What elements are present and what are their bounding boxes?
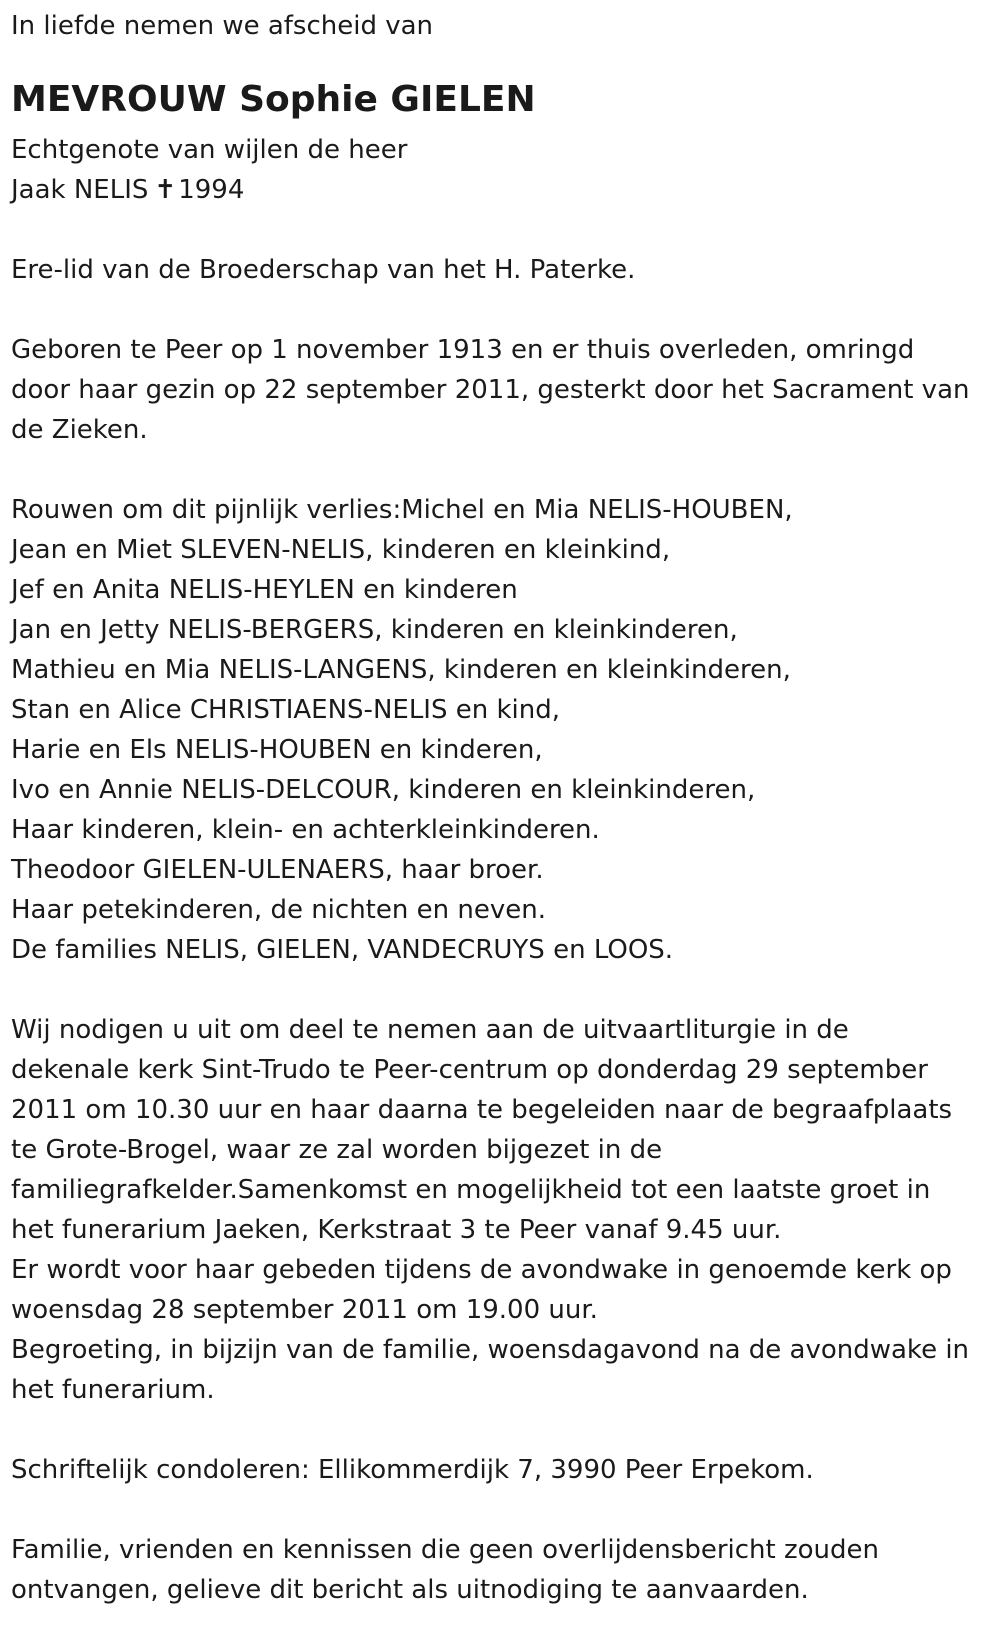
mourner-line: Jef en Anita NELIS-HEYLEN en kinderen <box>11 575 518 605</box>
paragraph-line: dekenale kerk Sint-Trudo te Peer-centrum op donderdag 29 september <box>11 1055 928 1085</box>
closing-note <box>11 1530 1000 1610</box>
mourner-line: Jan en Jetty NELIS-BERGERS, kinderen en kleinkinderen, <box>11 615 738 645</box>
paragraph-line: Familie, vrienden en kennissen die geen overlijdensbericht zouden <box>11 1535 879 1565</box>
intro-text: In liefde nemen we afscheid van <box>11 11 434 41</box>
paragraph-line: Geboren te Peer op 1 november 1913 en er thuis overleden, omringd <box>11 335 915 365</box>
spouse-name-line <box>11 170 1000 210</box>
spouse-line: Echtgenote van wijlen de heer <box>11 135 408 165</box>
honorary-membership: Ere-lid van de Broederschap van het H. Paterke. <box>11 255 636 285</box>
mourner-line: De families NELIS, GIELEN, VANDECRUYS en LOOS. <box>11 935 674 965</box>
mourner-line: Theodoor GIELEN-ULENAERS, haar broer. <box>11 855 544 885</box>
paragraph-line: door haar gezin op 22 september 2011, gesterkt door het Sacrament van <box>11 375 970 405</box>
paragraph-line: Wij nodigen u uit om deel te nemen aan de uitvaartliturgie in de <box>11 1015 849 1045</box>
cross-icon: ✝ <box>154 175 177 205</box>
mourners-list <box>11 490 1000 970</box>
deceased-name: MEVROUW Sophie GIELEN <box>11 79 536 120</box>
mourner-line: Haar petekinderen, de nichten en neven. <box>11 895 546 925</box>
paragraph-line: Begroeting, in bijzijn van de familie, woensdagavond na de avondwake in <box>11 1335 970 1365</box>
mourner-line: Stan en Alice CHRISTIAENS-NELIS en kind, <box>11 695 561 725</box>
paragraph-line: familiegrafkelder.Samenkomst en mogelijkheid tot een laatste groet in <box>11 1175 931 1205</box>
paragraph-line: het funerarium Jaeken, Kerkstraat 3 te Peer vanaf 9.45 uur. <box>11 1215 782 1245</box>
condolence-address: Schriftelijk condoleren: Ellikommerdijk 7, 3990 Peer Erpekom. <box>11 1455 814 1485</box>
mourner-line: Ivo en Annie NELIS-DELCOUR, kinderen en kleinkinderen, <box>11 775 756 805</box>
paragraph-line: de Zieken. <box>11 415 148 445</box>
mourner-line: Haar kinderen, klein- en achterkleinkinderen. <box>11 815 600 845</box>
spouse-death-year: 1994 <box>178 175 245 205</box>
paragraph-line: het funerarium. <box>11 1375 215 1405</box>
paragraph-line: ontvangen, gelieve dit bericht als uitnodiging te aanvaarden. <box>11 1575 809 1605</box>
mourner-line: Harie en Els NELIS-HOUBEN en kinderen, <box>11 735 543 765</box>
paragraph-line: Er wordt voor haar gebeden tijdens de avondwake in genoemde kerk op <box>11 1255 952 1285</box>
mourner-line: Rouwen om dit pijnlijk verlies:Michel en Mia NELIS-HOUBEN, <box>11 495 793 525</box>
mourner-line: Jean en Miet SLEVEN-NELIS, kinderen en kleinkind, <box>11 535 671 565</box>
funeral-invitation <box>11 1010 1000 1410</box>
paragraph-line: woensdag 28 september 2011 om 19.00 uur. <box>11 1295 598 1325</box>
spouse-name: Jaak NELIS <box>11 175 149 205</box>
mourner-line: Mathieu en Mia NELIS-LANGENS, kinderen en kleinkinderen, <box>11 655 791 685</box>
birth-death-paragraph <box>11 330 1000 450</box>
paragraph-line: 2011 om 10.30 uur en haar daarna te begeleiden naar de begraafplaats <box>11 1095 953 1125</box>
paragraph-line: te Grote-Brogel, waar ze zal worden bijgezet in de <box>11 1135 663 1165</box>
